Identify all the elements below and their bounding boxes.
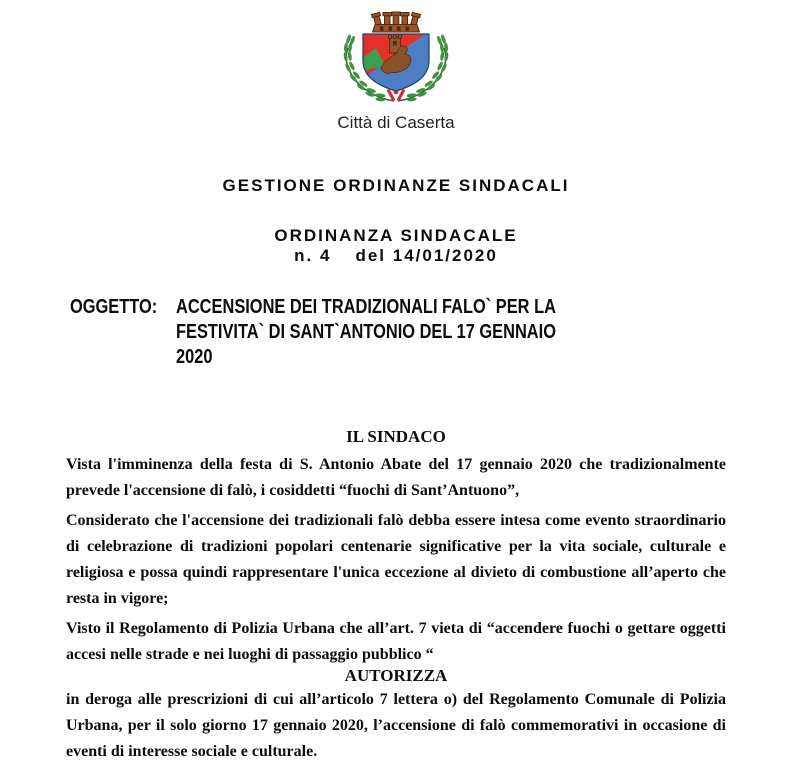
mural-crown-icon: [371, 12, 420, 32]
ordinance-number-date: [0, 246, 792, 266]
tower-window: [393, 41, 397, 46]
section-heading-autorizza: AUTORIZZA: [344, 666, 448, 685]
subject-block: [70, 295, 792, 370]
paragraph-vista: Vista l'imminenza della festa di S. Antonio Abate del 17 gennaio 2020 che tradizionalmente prevede l'accensione di falò, i cosiddetti “fuochi di Sant’Antuono”,: [66, 456, 726, 499]
paragraph-visto: Visto il Regolamento di Polizia Urbana che all’art. 7 vieta di “accendere fuochi o gettare oggetti accesi nelle strade e nei luoghi di passaggio pubblico “: [66, 620, 726, 663]
shield: [363, 34, 429, 94]
subject-line: FESTIVITA` DI SANT`ANTONIO DEL 17 GENNAIO: [176, 321, 557, 343]
subject-line: ACCENSIONE DEI TRADIZIONALI FALO` PER LA: [176, 296, 557, 318]
subject-line: 2020: [176, 346, 213, 368]
subject-label: OGGETTO:: [70, 296, 158, 318]
ordinance-date: del 14/01/2020: [355, 246, 498, 265]
section-heading-il-sindaco: IL SINDACO: [346, 427, 446, 446]
paragraph-considerato: Considerato che l'accensione dei tradizionali falò debba essere intesa come evento straordinario di celebrazione di tradizioni popolari centenarie significative per la vita sociale, culturale e religiosa e possa quindi rappresentare l'unica eccezione al divieto di combustione all’aperto che resta in vigore;: [66, 512, 726, 607]
document-body: [66, 426, 726, 763]
ordinance-number: n. 4: [294, 246, 332, 265]
city-coat-of-arms-icon: [339, 8, 453, 104]
document-header: GESTIONE ORDINANZE SINDACALI: [222, 176, 570, 195]
subject-text: [176, 295, 792, 370]
paragraph-deroga: in deroga alle prescrizioni di cui all’articolo 7 lettera o) del Regolamento Comunale di Polizia Urbana, per il solo giorno 17 gennaio 2020, l’accensione di falò commemorativi in occasione di eventi di interesse sociale e culturale.: [66, 691, 726, 760]
organization-name: Città di Caserta: [337, 113, 455, 132]
ordinance-title: ORDINANZA SINDACALE: [274, 226, 518, 245]
